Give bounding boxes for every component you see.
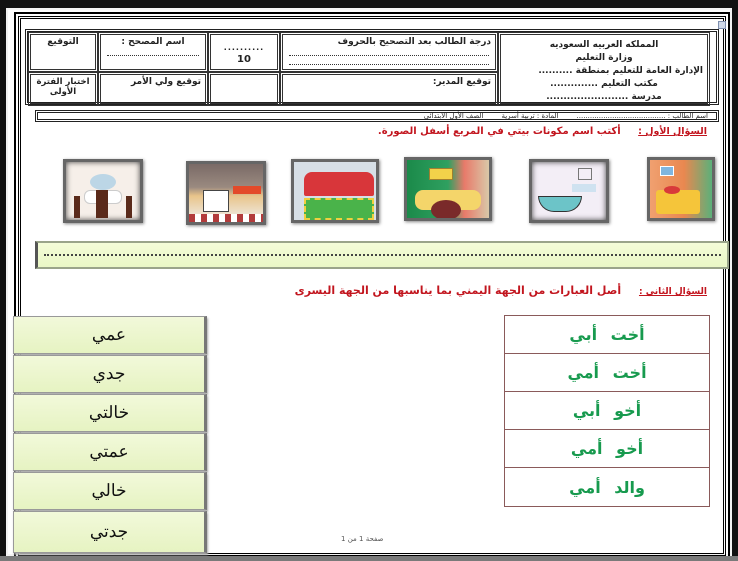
grade-letters-cell [280, 32, 498, 72]
right-item[interactable]: أخت أبي [505, 316, 709, 354]
education-directorate: الإدارة العامة للتعليم بمنطقة .......... [538, 66, 703, 76]
left-item[interactable]: عمي [13, 316, 207, 354]
corrector-name-line[interactable] [107, 49, 199, 56]
student-name-field[interactable]: اسم الطالب : ........................................ [576, 112, 708, 120]
exam-title: اختبار الفترة الأولى [36, 77, 90, 97]
answer-input-box[interactable] [35, 241, 729, 269]
page-border [18, 16, 726, 556]
left-item[interactable]: خالتي [13, 394, 207, 432]
guardian-signature-cell [98, 72, 208, 106]
right-item[interactable]: أخو أبي [505, 392, 709, 430]
sofa-room-picture [291, 159, 379, 223]
kingdom-name: المملكه العربيه السعوديه [549, 40, 659, 50]
bathroom-picture [529, 159, 609, 223]
question-1-label: السؤال الأول : [638, 126, 707, 137]
bedroom-picture [647, 157, 715, 221]
left-matching-column [13, 316, 207, 554]
right-item[interactable]: والد أمي [569, 477, 645, 497]
left-item[interactable]: جدتي [13, 511, 207, 553]
living-room-picture [404, 157, 492, 221]
signature-label: التوقيع [47, 37, 79, 47]
worksheet-page [6, 8, 732, 556]
signature-cell [28, 32, 98, 72]
school-name: مدرسة ........................ [546, 92, 662, 102]
guardian-signature-label: توقيع ولي الأمر [130, 77, 201, 87]
question-2-label: السؤال الثاني : [638, 287, 707, 297]
left-item[interactable]: عمتي [13, 433, 207, 471]
empty-cell [208, 72, 280, 106]
grade-label: الصف الأول الابتدائي [423, 112, 484, 120]
right-matching-column [504, 315, 710, 507]
score-cell [208, 32, 280, 72]
principal-signature-cell [280, 72, 498, 106]
question-2-text: أصل العبارات من الجهة اليمني بما يناسبها من الجهة اليسرى [294, 284, 622, 297]
student-info-bar [35, 110, 719, 122]
corner-handle-icon[interactable] [718, 21, 726, 29]
score-blank[interactable]: .......... [223, 43, 265, 52]
subject-label: المادة : تربية أسرية [501, 112, 559, 120]
school-info-cell [498, 32, 710, 106]
grade-letters-line-2[interactable] [289, 58, 489, 65]
question-1-text: أكتب اسم مكونات بيتي في المربع أسفل الصورة. [377, 126, 621, 137]
header-table [25, 29, 719, 105]
principal-signature-label: توقيع المدير: [432, 77, 491, 87]
question-1 [378, 126, 707, 137]
left-item[interactable]: خالي [13, 472, 207, 510]
exam-title-cell [28, 72, 98, 106]
grade-letters-line-1[interactable] [289, 49, 489, 56]
corrector-name-cell [98, 32, 208, 72]
education-office: مكتب التعليم .............. [550, 79, 658, 89]
kitchen-picture [186, 161, 266, 225]
question-2 [295, 284, 707, 297]
window-bottom-edge [0, 556, 738, 561]
dining-room-picture [63, 159, 143, 223]
page-indicator: صفحة 1 من 1 [341, 535, 384, 543]
left-item[interactable]: جدي [13, 355, 207, 393]
score-total: 10 [237, 54, 251, 65]
answer-dotted-line [44, 254, 721, 256]
right-item[interactable]: أخت أمي [505, 354, 709, 392]
grade-letters-label: درجة الطالب بعد التصحيح بالحروف [337, 37, 491, 47]
right-item[interactable]: أخو أمي [505, 430, 709, 468]
ministry-name: وزارة التعليم [575, 53, 633, 63]
corrector-name-label: اسم المصحح : [121, 37, 185, 47]
